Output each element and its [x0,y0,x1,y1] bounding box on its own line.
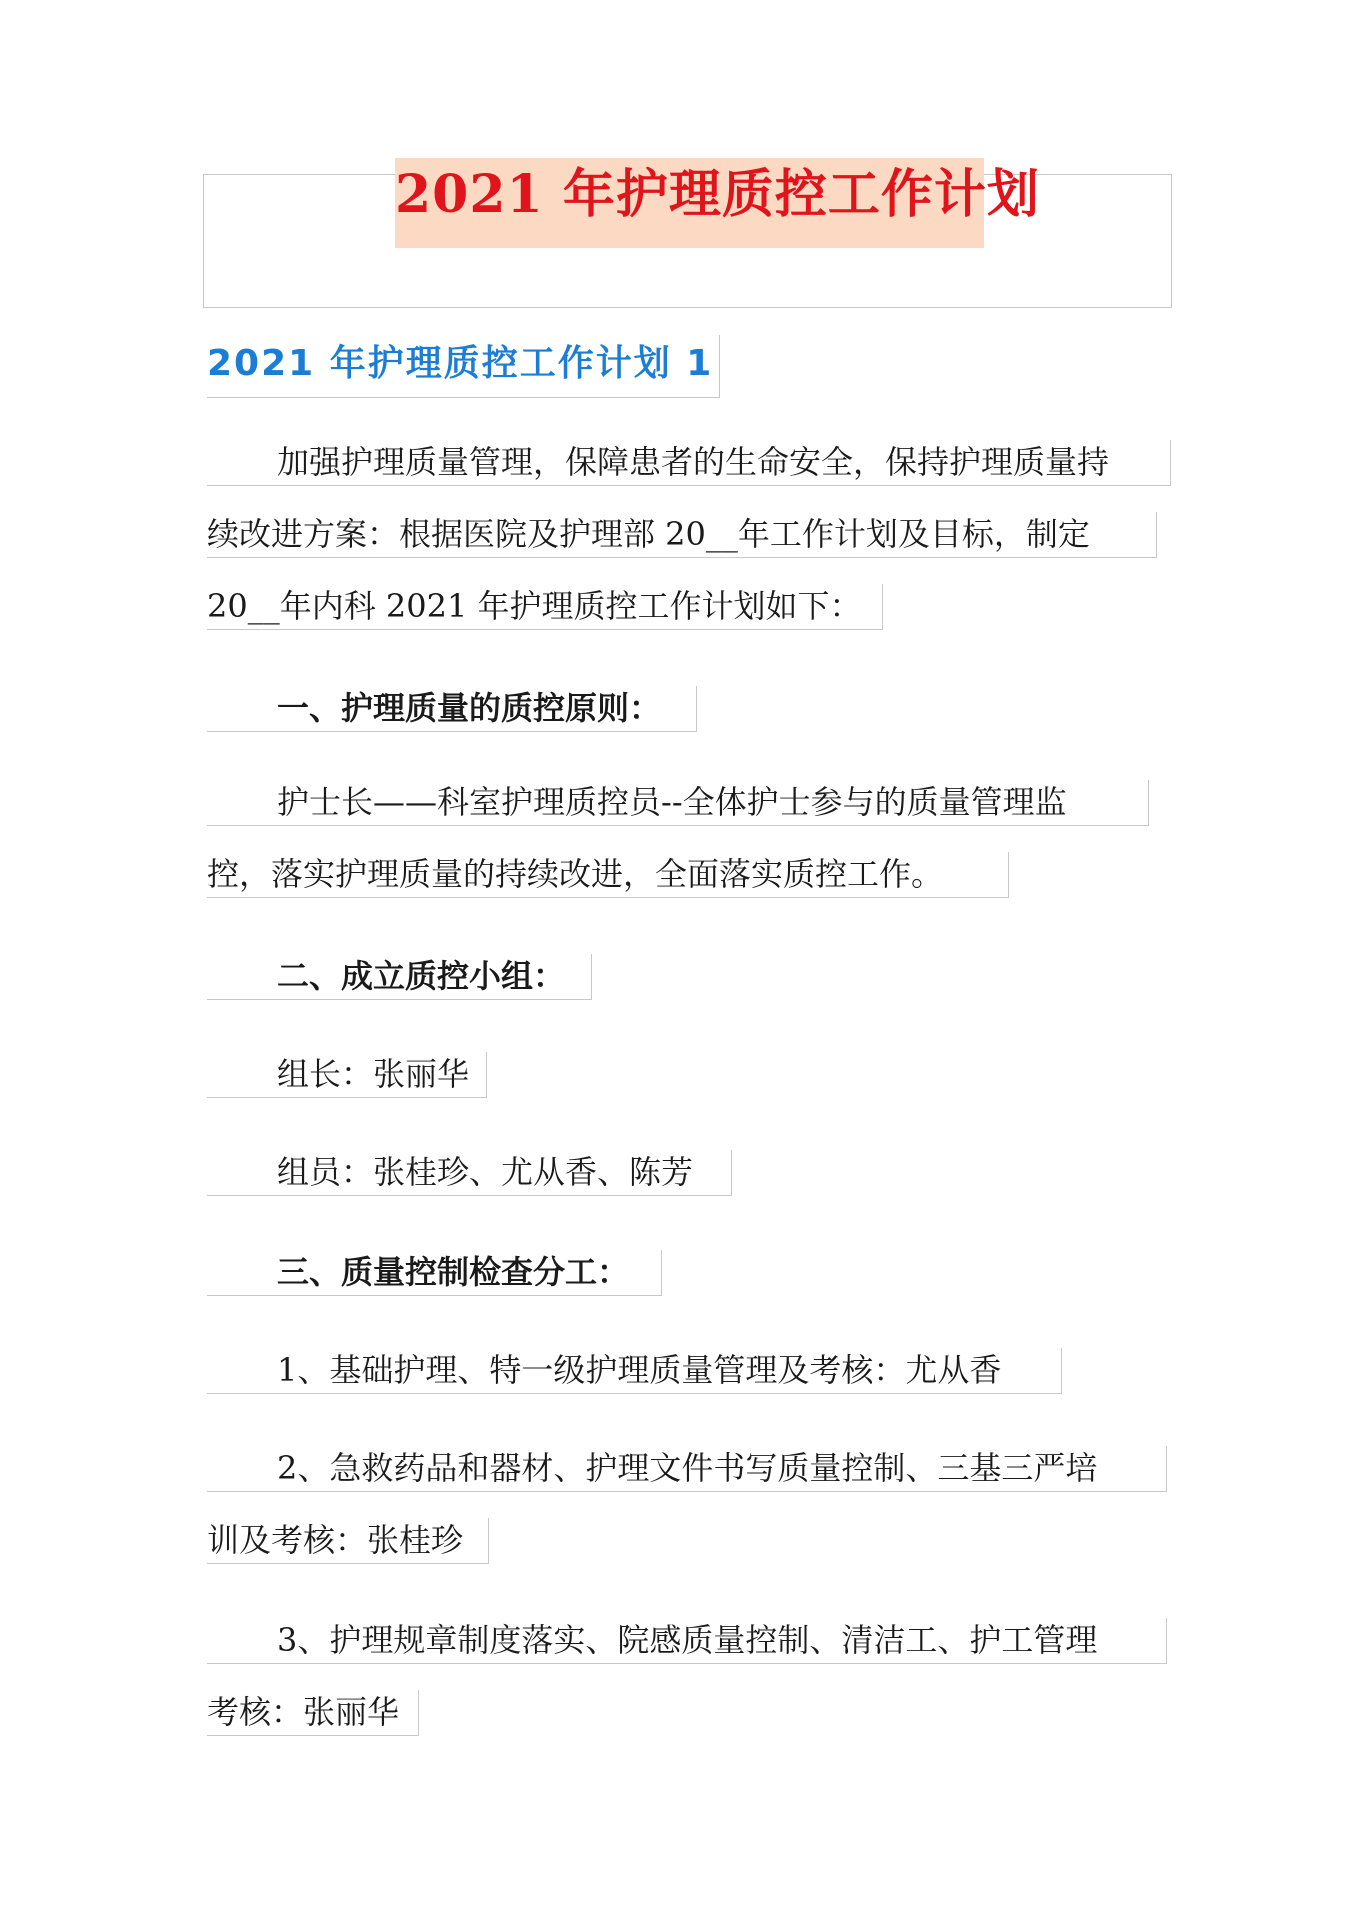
section3-item-3-line-2: 考核：张丽华 [207,1690,419,1736]
section1-line-1: 护士长——科室护理质控员--全体护士参与的质量管理监 [207,780,1149,826]
intro-line-3: 20__年内科 2021 年护理质控工作计划如下： [207,584,883,630]
group-leader: 组长：张丽华 [207,1052,487,1098]
intro-line-2: 续改进方案：根据医院及护理部 20__年工作计划及目标，制定 [207,512,1157,558]
section3-item-3-line-1: 3、护理规章制度落实、院感质量控制、清洁工、护工管理 [207,1618,1167,1664]
section-subtitle: 2021 年护理质控工作计划 1 [207,335,720,398]
section3-item-2-line-2: 训及考核：张桂珍 [207,1518,489,1564]
section3-heading: 三、质量控制检查分工： [207,1250,662,1296]
section1-line-2: 控，落实护理质量的持续改进，全面落实质控工作。 [207,852,1009,898]
section3-item-2-line-1: 2、急救药品和器材、护理文件书写质量控制、三基三严培 [207,1446,1167,1492]
document-title: 2021 年护理质控工作计划 [395,164,1040,225]
section3-item-1: 1、基础护理、特一级护理质量管理及考核：尤从香 [207,1348,1062,1394]
section1-heading: 一、护理质量的质控原则： [207,686,697,732]
group-members: 组员：张桂珍、尤从香、陈芳 [207,1150,732,1196]
section2-heading: 二、成立质控小组： [207,954,592,1000]
intro-line-1: 加强护理质量管理，保障患者的生命安全，保持护理质量持 [207,440,1171,486]
